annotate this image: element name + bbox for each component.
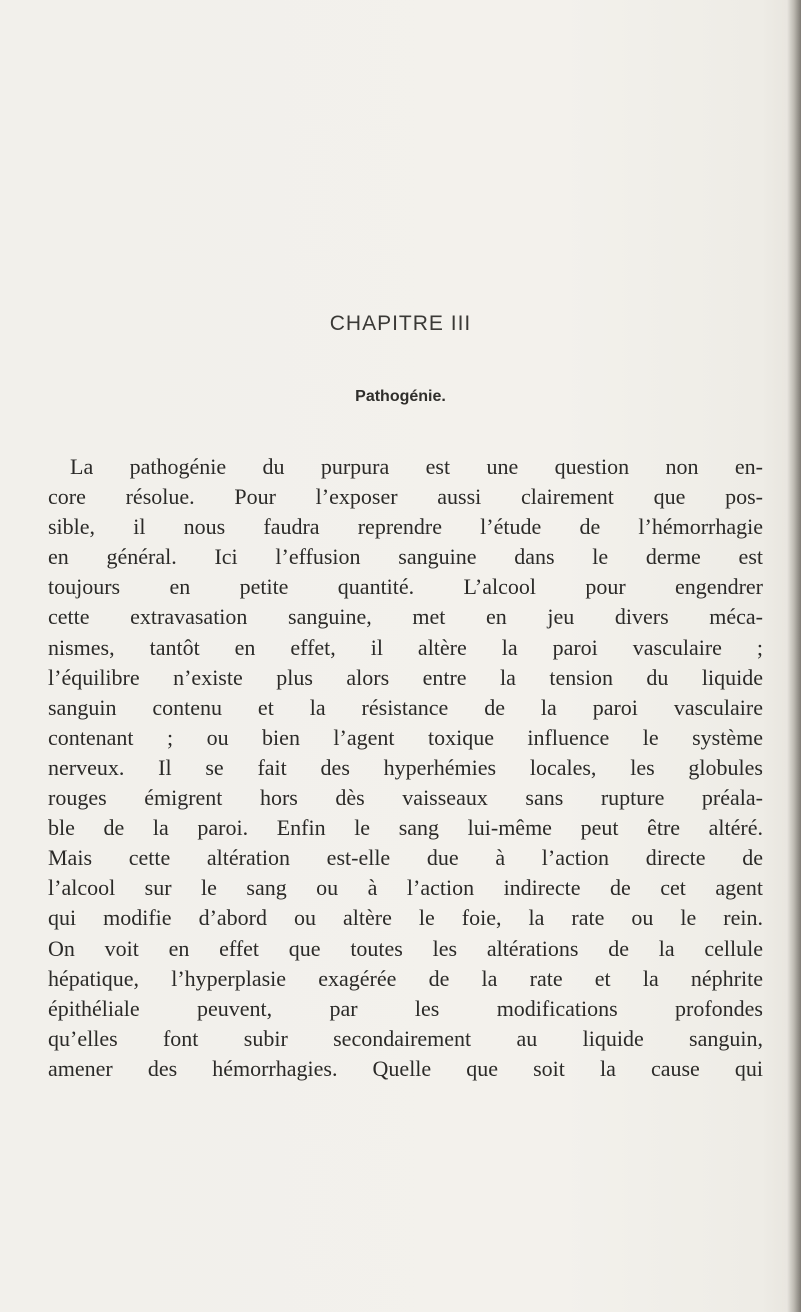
text-line: qu’elles font subir secondairement au liquide sanguin, xyxy=(48,1025,763,1051)
text-line: hépatique, l’hyperplasie exagérée de la rate et la néphrite xyxy=(48,965,763,991)
chapter-title: Pathogénie. xyxy=(355,388,446,405)
text-line: core résolue. Pour l’exposer aussi clairement que pos- xyxy=(48,484,763,510)
page-edge-shadow xyxy=(787,0,801,1312)
text-line: ble de la paroi. Enfin le sang lui-même peut être altéré. xyxy=(48,815,763,841)
text-line: amener des hémorrhagies. Quelle que soit la cause qui xyxy=(48,1055,763,1081)
text-line: l’équilibre n’existe plus alors entre la tension du liquide xyxy=(48,664,763,690)
text-line: rouges émigrent hors dès vaisseaux sans rupture préala- xyxy=(48,785,763,811)
text-line: sible, il nous faudra reprendre l’étude de l’hémorrhagie xyxy=(48,514,763,540)
chapter-heading: CHAPITRE III xyxy=(329,312,472,335)
text-line: Mais cette altération est-elle due à l’action directe de xyxy=(48,845,763,871)
text-line: l’alcool sur le sang ou à l’action indirecte de cet agent xyxy=(48,875,763,901)
text-line: sanguin contenu et la résistance de la paroi vasculaire xyxy=(48,694,763,720)
text-line: cette extravasation sanguine, met en jeu divers méca- xyxy=(48,604,763,630)
text-line: contenant ; ou bien l’agent toxique influence le système xyxy=(48,724,763,750)
text-line: nismes, tantôt en effet, il altère la paroi vasculaire ; xyxy=(48,634,763,660)
paragraph xyxy=(48,452,763,1084)
text-line: La pathogénie du purpura est une question non en- xyxy=(70,454,763,479)
text-line: épithéliale peuvent, par les modifications profondes xyxy=(48,995,763,1021)
text-line: nerveux. Il se fait des hyperhémies locales, les globules xyxy=(48,754,763,780)
text-line: en général. Ici l’effusion sanguine dans le derme est xyxy=(48,544,763,570)
text-line: On voit en effet que toutes les altérations de la cellule xyxy=(48,935,763,961)
text-line: toujours en petite quantité. L’alcool pour engendrer xyxy=(48,574,763,600)
text-line: qui modifie d’abord ou altère le foie, la rate ou le rein. xyxy=(48,905,763,931)
